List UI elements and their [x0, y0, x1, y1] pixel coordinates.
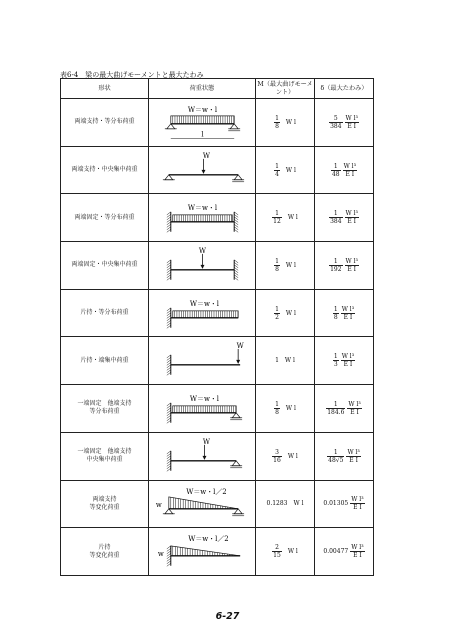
fraction-denominator: E I	[347, 265, 357, 273]
table-caption: 表6-4 梁の最大曲げモーメントと最大たわみ	[60, 71, 204, 79]
pin-support-icon	[234, 175, 242, 180]
span-label: l	[201, 130, 204, 139]
moment-term: W l	[285, 309, 296, 317]
fraction-numerator: W l³	[347, 448, 360, 456]
shape-label: 一端固定 他端支持	[77, 400, 132, 408]
deflection-term-fraction	[345, 210, 359, 225]
fraction-numerator: 5	[329, 115, 342, 123]
deflection-coefficient: 0.01305	[323, 500, 349, 508]
fraction-numerator: 1	[275, 400, 279, 408]
load-label: W＝w・l	[189, 299, 220, 308]
fraction-numerator: 1	[333, 353, 338, 361]
fraction-denominator: E I	[349, 456, 358, 464]
pin-support-icon	[230, 124, 238, 129]
fraction-numerator: 1	[331, 163, 341, 171]
shape-label: 片持・等分布荷重	[80, 309, 129, 317]
deflection-term-fraction	[350, 544, 364, 559]
deflection-coefficient-fraction	[331, 163, 341, 178]
load-label: W＝w・l	[187, 204, 218, 213]
fraction-denominator: 384	[330, 218, 342, 226]
cell-deflection	[315, 480, 374, 528]
moment-term: W l	[287, 214, 298, 222]
load-label: W＝w・l	[189, 395, 220, 404]
pin-support-icon	[234, 508, 242, 513]
fraction-numerator: W l³	[348, 400, 361, 408]
fraction-numerator: 1	[326, 401, 345, 409]
fraction-denominator: 8	[275, 122, 279, 130]
deflection-term-fraction	[341, 306, 355, 321]
page-number: 6-27	[215, 611, 240, 622]
cell-load-diagram	[149, 146, 256, 194]
fraction-numerator: W l³	[351, 496, 364, 504]
shape-label: 等変化荷重	[89, 503, 120, 511]
shape-label: 一端固定 他端支持	[77, 448, 132, 456]
moment-fraction	[274, 115, 280, 130]
fraction-denominator: 8	[333, 313, 338, 321]
load-intensity-label: w	[157, 549, 164, 559]
header-load: 荷重状態	[149, 79, 256, 99]
cell-load-diagram	[149, 194, 256, 242]
deflection-term-fraction	[345, 258, 359, 273]
beam-formula-table	[60, 78, 374, 576]
cell-moment	[256, 99, 315, 147]
cell-deflection	[315, 99, 374, 147]
fraction-denominator: E I	[343, 313, 353, 321]
beam-diagram	[149, 194, 255, 241]
fraction-denominator: E I	[347, 218, 357, 226]
fraction-numerator: W l³	[341, 305, 355, 313]
pin-support-icon	[165, 175, 173, 180]
table-row	[61, 99, 374, 147]
beam-diagram	[149, 242, 255, 289]
deflection-coefficient-fraction	[327, 449, 344, 464]
shape-label: 両端支持・中央集中荷重	[71, 166, 138, 174]
fraction-denominator: E I	[347, 122, 357, 130]
beam-diagram	[149, 290, 255, 337]
fraction-numerator: 1	[275, 114, 279, 122]
fraction-numerator: W l³	[343, 162, 357, 170]
fraction-denominator: 3	[333, 361, 338, 369]
cell-shape	[61, 289, 149, 337]
deflection-term-fraction	[347, 401, 361, 416]
moment-term: W l	[285, 118, 296, 126]
cell-load-diagram	[149, 337, 256, 385]
moment-fraction	[274, 258, 280, 273]
cell-moment	[256, 480, 315, 528]
fraction-denominator: E I	[343, 361, 353, 369]
cell-deflection	[315, 337, 374, 385]
load-label: W	[202, 151, 211, 160]
fraction-denominator: 184.6	[327, 408, 345, 416]
fraction-denominator: 4	[275, 170, 279, 178]
cell-moment	[256, 385, 315, 433]
deflection-coefficient-fraction	[329, 115, 342, 130]
beam-diagram	[149, 528, 255, 575]
fraction-numerator: 1	[275, 305, 279, 313]
cell-moment	[256, 194, 315, 242]
shape-label: 等分布荷重	[89, 408, 120, 416]
beam-diagram	[149, 147, 255, 194]
moment-coefficient: 0.1283	[266, 500, 288, 508]
beam-diagram	[149, 337, 255, 384]
fraction-denominator: 16	[273, 456, 281, 464]
moment-term: W l	[287, 452, 298, 460]
pin-support-icon	[167, 124, 175, 129]
load-intensity-label: w	[155, 500, 162, 509]
moment-fraction	[274, 163, 280, 178]
shape-label: 両端支持	[92, 495, 117, 503]
shape-label: 中央集中荷重	[86, 456, 123, 464]
cell-deflection	[315, 194, 374, 242]
distributed-load-icon	[171, 116, 234, 124]
beam-diagram	[149, 481, 255, 528]
cell-shape	[61, 242, 149, 290]
fraction-numerator: 1	[275, 257, 279, 265]
load-label: W＝w・l／2	[186, 487, 227, 496]
header-moment: M（最大曲げモーメント）	[256, 79, 315, 99]
pin-support-icon	[232, 461, 240, 466]
moment-term: W l	[285, 166, 296, 174]
deflection-coefficient-fraction	[326, 401, 345, 416]
triangular-load-icon	[171, 546, 240, 556]
cell-deflection	[315, 146, 374, 194]
load-label: W＝w・l	[187, 105, 218, 114]
shape-label: 片持	[98, 543, 111, 551]
deflection-term-fraction	[350, 496, 364, 511]
fraction-numerator: 1	[329, 258, 342, 266]
load-label: W	[202, 437, 211, 446]
moment-term: W l	[287, 548, 298, 556]
cell-shape	[61, 146, 149, 194]
header-deflection: δ（最大たわみ）	[315, 79, 374, 99]
fraction-numerator: W l³	[351, 544, 364, 552]
cell-moment	[256, 146, 315, 194]
fraction-numerator: 1	[275, 162, 279, 170]
deflection-term-fraction	[345, 115, 359, 130]
cell-shape	[61, 480, 149, 528]
fraction-numerator: W l³	[345, 257, 358, 265]
shape-label: 両端支持・等分布荷重	[74, 118, 135, 126]
deflection-term-fraction	[341, 353, 355, 368]
fraction-numerator: 1	[272, 210, 282, 218]
fraction-numerator: W l³	[341, 353, 355, 361]
table-row	[61, 385, 374, 433]
moment-fraction	[272, 210, 282, 225]
cell-moment	[256, 528, 315, 576]
header-shape: 形状	[61, 79, 149, 99]
shape-label: 等変化荷重	[89, 551, 120, 559]
beam-diagram	[149, 99, 255, 146]
moment-term: W l	[293, 500, 304, 508]
table-row	[61, 528, 374, 576]
fraction-denominator: E I	[350, 408, 359, 416]
moment-term: W l	[285, 404, 296, 412]
cell-shape	[61, 337, 149, 385]
table-row	[61, 242, 374, 290]
fraction-numerator: 1	[327, 449, 344, 457]
fraction-numerator: 2	[272, 544, 282, 552]
fraction-denominator: 192	[330, 265, 342, 273]
distributed-load-icon	[173, 406, 236, 413]
cell-shape	[61, 99, 149, 147]
distributed-load-icon	[173, 215, 232, 222]
fraction-denominator: 8	[275, 265, 279, 273]
deflection-coefficient-fraction	[329, 258, 342, 273]
fraction-denominator: 384	[330, 122, 342, 130]
fraction-denominator: E I	[353, 504, 362, 512]
cell-moment	[256, 337, 315, 385]
table-row	[61, 432, 374, 480]
table-row	[61, 146, 374, 194]
cell-deflection	[315, 242, 374, 290]
moment-term: W l	[284, 357, 295, 365]
moment-fraction	[272, 449, 282, 464]
fraction-denominator: E I	[353, 552, 362, 560]
pin-support-icon	[165, 508, 173, 513]
fraction-denominator: 48	[331, 170, 340, 178]
cell-deflection	[315, 289, 374, 337]
moment-fraction	[274, 401, 280, 416]
cell-shape	[61, 528, 149, 576]
cell-shape	[61, 385, 149, 433]
deflection-coefficient-fraction	[333, 306, 339, 321]
deflection-term-fraction	[346, 449, 360, 464]
cell-load-diagram	[149, 528, 256, 576]
pin-support-icon	[232, 413, 240, 418]
table-row	[61, 289, 374, 337]
table-row	[61, 337, 374, 385]
beam-diagram	[149, 385, 255, 432]
fraction-numerator: 3	[272, 449, 282, 457]
cell-load-diagram	[149, 432, 256, 480]
fraction-denominator: 2	[275, 313, 279, 321]
fraction-numerator: W l³	[345, 114, 358, 122]
cell-load-diagram	[149, 99, 256, 147]
table-row	[61, 194, 374, 242]
shape-label: 両端固定・中央集中荷重	[71, 261, 138, 269]
cell-load-diagram	[149, 480, 256, 528]
load-label: W	[198, 246, 207, 255]
cell-shape	[61, 194, 149, 242]
fraction-denominator: E I	[345, 170, 355, 178]
deflection-coefficient-fraction	[329, 210, 342, 225]
deflection-coefficient-fraction	[333, 353, 339, 368]
beam-diagram	[149, 433, 255, 480]
cell-load-diagram	[149, 289, 256, 337]
shape-label: 片持・端集中荷重	[80, 356, 129, 364]
load-label: W	[236, 342, 244, 351]
cell-deflection	[315, 528, 374, 576]
cell-moment	[256, 432, 315, 480]
moment-term: W l	[285, 261, 296, 269]
moment-fraction	[274, 306, 280, 321]
load-label: W＝w・l／2	[188, 535, 229, 544]
cell-load-diagram	[149, 385, 256, 433]
deflection-coefficient: 0.00477	[323, 548, 349, 556]
fraction-denominator: 15	[273, 552, 281, 560]
cell-deflection	[315, 385, 374, 433]
fraction-denominator: 8	[275, 408, 279, 416]
cell-shape	[61, 432, 149, 480]
cell-moment	[256, 289, 315, 337]
table-row	[61, 480, 374, 528]
fraction-numerator: 1	[333, 305, 338, 313]
fraction-numerator: W l³	[345, 210, 358, 218]
fraction-denominator: 12	[273, 218, 281, 226]
cell-moment	[256, 242, 315, 290]
cell-deflection	[315, 432, 374, 480]
shape-label: 両端固定・等分布荷重	[74, 213, 135, 221]
moment-fraction	[272, 544, 282, 559]
moment-coefficient: 1	[275, 357, 279, 365]
fraction-denominator: 48√5	[328, 456, 344, 464]
deflection-term-fraction	[343, 163, 357, 178]
fraction-numerator: 1	[329, 210, 342, 218]
cell-load-diagram	[149, 242, 256, 290]
